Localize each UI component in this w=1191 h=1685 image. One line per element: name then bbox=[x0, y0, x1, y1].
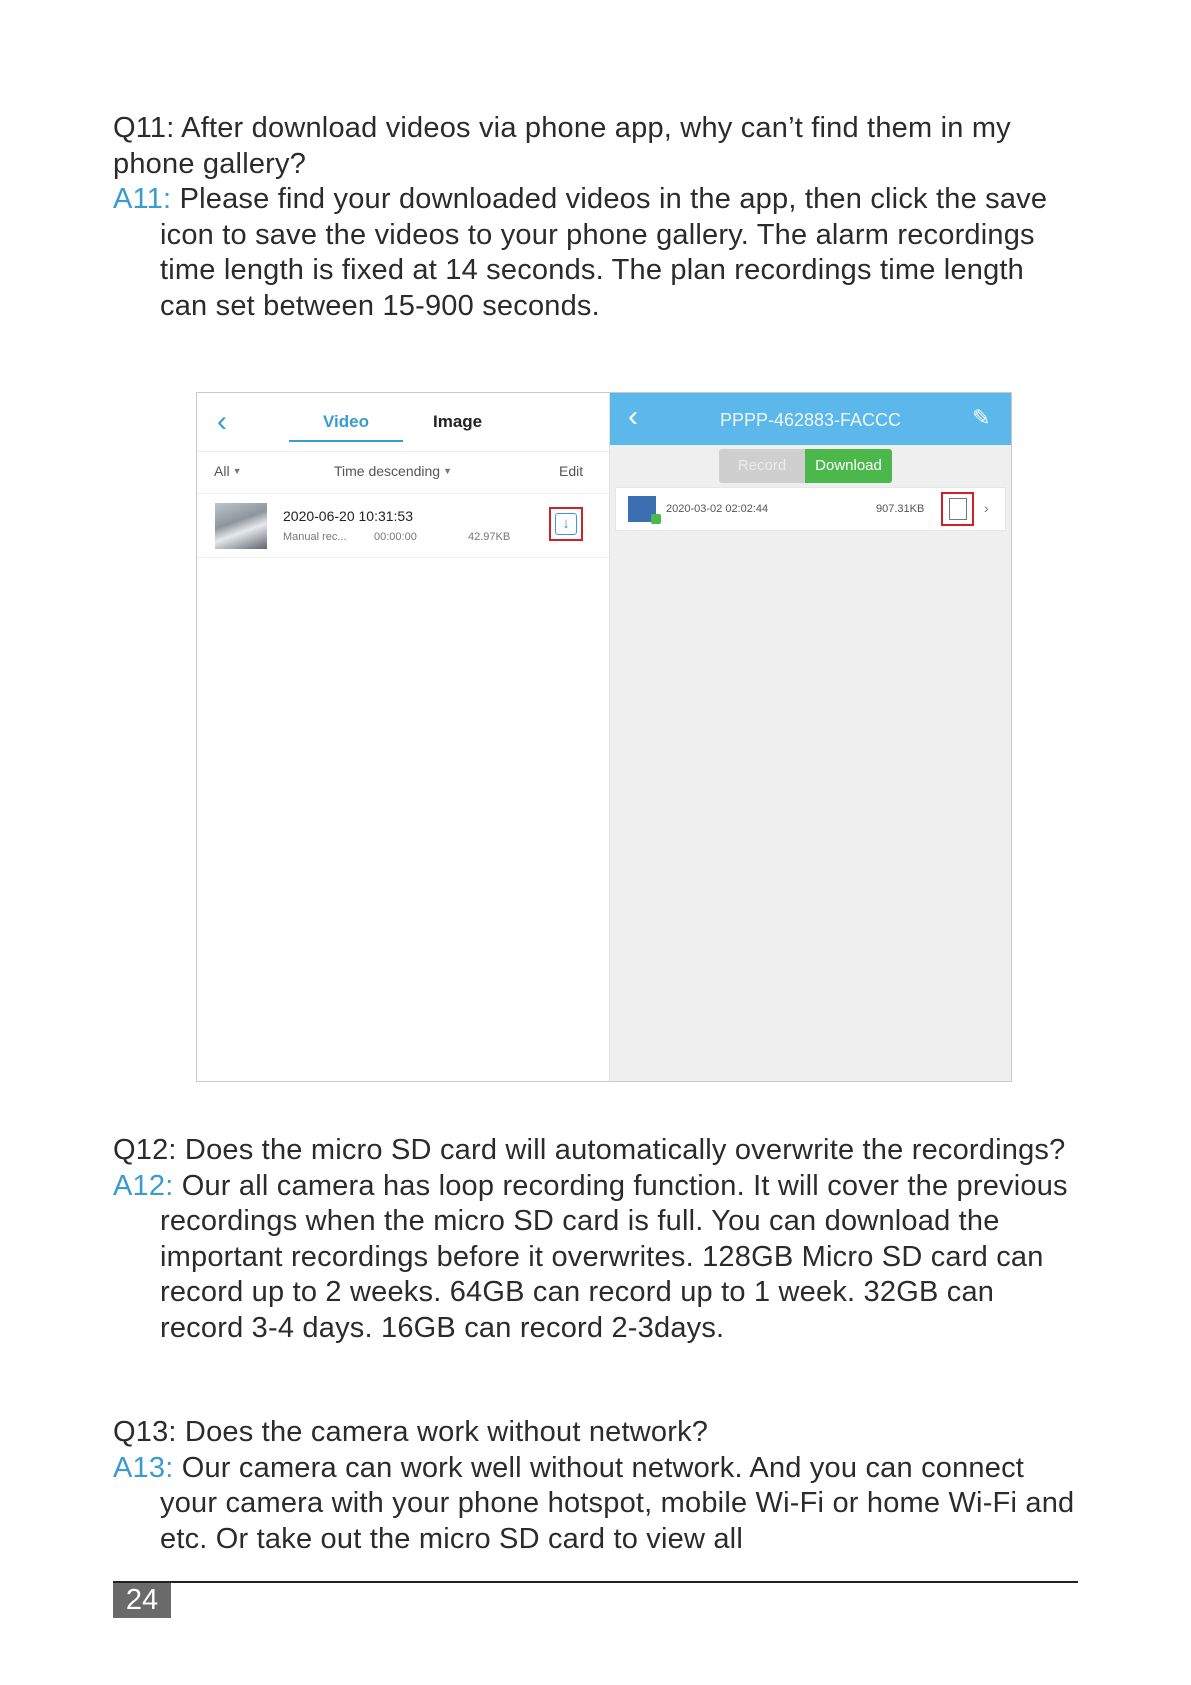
answer-text-a11: Please find your downloaded videos in the app, then click the save icon to save the videos to your phone gallery. The alarm recordings time length is fixed at 14 seconds. The plan recordings time length can set between 15-900 seconds. bbox=[160, 183, 1048, 322]
question-q13: Q13: Does the camera work without network? bbox=[113, 1416, 709, 1448]
divider bbox=[197, 557, 609, 558]
caret-down-icon: ▼ bbox=[232, 466, 242, 476]
filter-all-dropdown[interactable] bbox=[214, 463, 241, 479]
footer-rule bbox=[113, 1581, 1078, 1583]
app-screenshot bbox=[196, 392, 1012, 1082]
pencil-icon[interactable]: ✎ bbox=[972, 405, 991, 430]
sort-label: Time descending bbox=[334, 463, 441, 479]
answer-text-a12: Our all camera has loop recording function. It will cover the previous recordings when the micro SD card is full. You can download the important recordings before it overwrites. 128GB Micro SD card can record up to 2 weeks. 64GB can record up to 1 week. 32GB can record 3-4 days. 16GB can record 2-3days. bbox=[160, 1169, 1068, 1344]
edit-button[interactable]: Edit bbox=[559, 463, 584, 479]
recording-date: 2020-03-02 02:02:44 bbox=[666, 503, 769, 515]
download-icon: ↓ bbox=[555, 513, 577, 535]
answer-a11 bbox=[113, 182, 1078, 324]
tab-video[interactable]: Video bbox=[323, 412, 369, 431]
faq-q13 bbox=[113, 1415, 1078, 1557]
back-icon[interactable]: ‹ bbox=[217, 405, 227, 438]
caret-down-icon: ▼ bbox=[443, 466, 453, 476]
segment-download[interactable]: Download bbox=[805, 449, 892, 483]
page-number: 24 bbox=[113, 1583, 171, 1618]
copy-icon bbox=[949, 498, 967, 520]
recording-list-item[interactable] bbox=[615, 487, 1006, 531]
question-q11: Q11: After download videos via phone app, why can’t find them in my phone gallery? bbox=[113, 112, 1011, 180]
answer-label-a12: A12: bbox=[113, 1169, 174, 1202]
save-to-gallery-button[interactable] bbox=[549, 507, 583, 541]
answer-a12 bbox=[113, 1169, 1078, 1347]
answer-label-a13: A13: bbox=[113, 1451, 174, 1484]
answer-a13 bbox=[113, 1451, 1078, 1558]
question-q12: Q12: Does the micro SD card will automatically overwrite the recordings? bbox=[113, 1134, 1066, 1166]
tab-active-indicator bbox=[289, 440, 403, 442]
segment-record[interactable]: Record bbox=[719, 449, 805, 483]
local-videos-pane bbox=[197, 393, 610, 1081]
divider bbox=[197, 451, 609, 452]
answer-text-a13: Our camera can work well without network. And you can connect your camera with your phone hotspot, mobile Wi-Fi or home Wi-Fi and etc. Or take out the micro SD card to view all bbox=[160, 1451, 1075, 1555]
device-header bbox=[610, 393, 1011, 445]
video-type: Manual rec... bbox=[283, 531, 347, 543]
divider bbox=[197, 493, 609, 494]
video-list-item[interactable] bbox=[197, 495, 609, 557]
chevron-right-icon[interactable]: › bbox=[984, 500, 989, 516]
recording-size: 907.31KB bbox=[876, 503, 925, 515]
tab-image[interactable]: Image bbox=[433, 412, 483, 431]
save-icon-button[interactable] bbox=[941, 492, 974, 526]
back-icon[interactable]: ‹ bbox=[628, 400, 638, 433]
faq-q12 bbox=[113, 1133, 1078, 1346]
sort-dropdown[interactable] bbox=[334, 463, 452, 479]
video-thumbnail bbox=[215, 503, 267, 549]
answer-label-a11: A11: bbox=[113, 183, 172, 215]
video-duration: 00:00:00 bbox=[374, 531, 417, 543]
device-title: PPPP-462883-FACCC bbox=[719, 410, 902, 430]
filter-all-label: All bbox=[214, 463, 230, 479]
downloaded-badge-icon bbox=[651, 514, 661, 524]
video-date: 2020-06-20 10:31:53 bbox=[283, 508, 413, 524]
video-size: 42.97KB bbox=[468, 531, 511, 543]
device-recordings-pane bbox=[610, 393, 1011, 1081]
faq-q11 bbox=[113, 111, 1078, 324]
